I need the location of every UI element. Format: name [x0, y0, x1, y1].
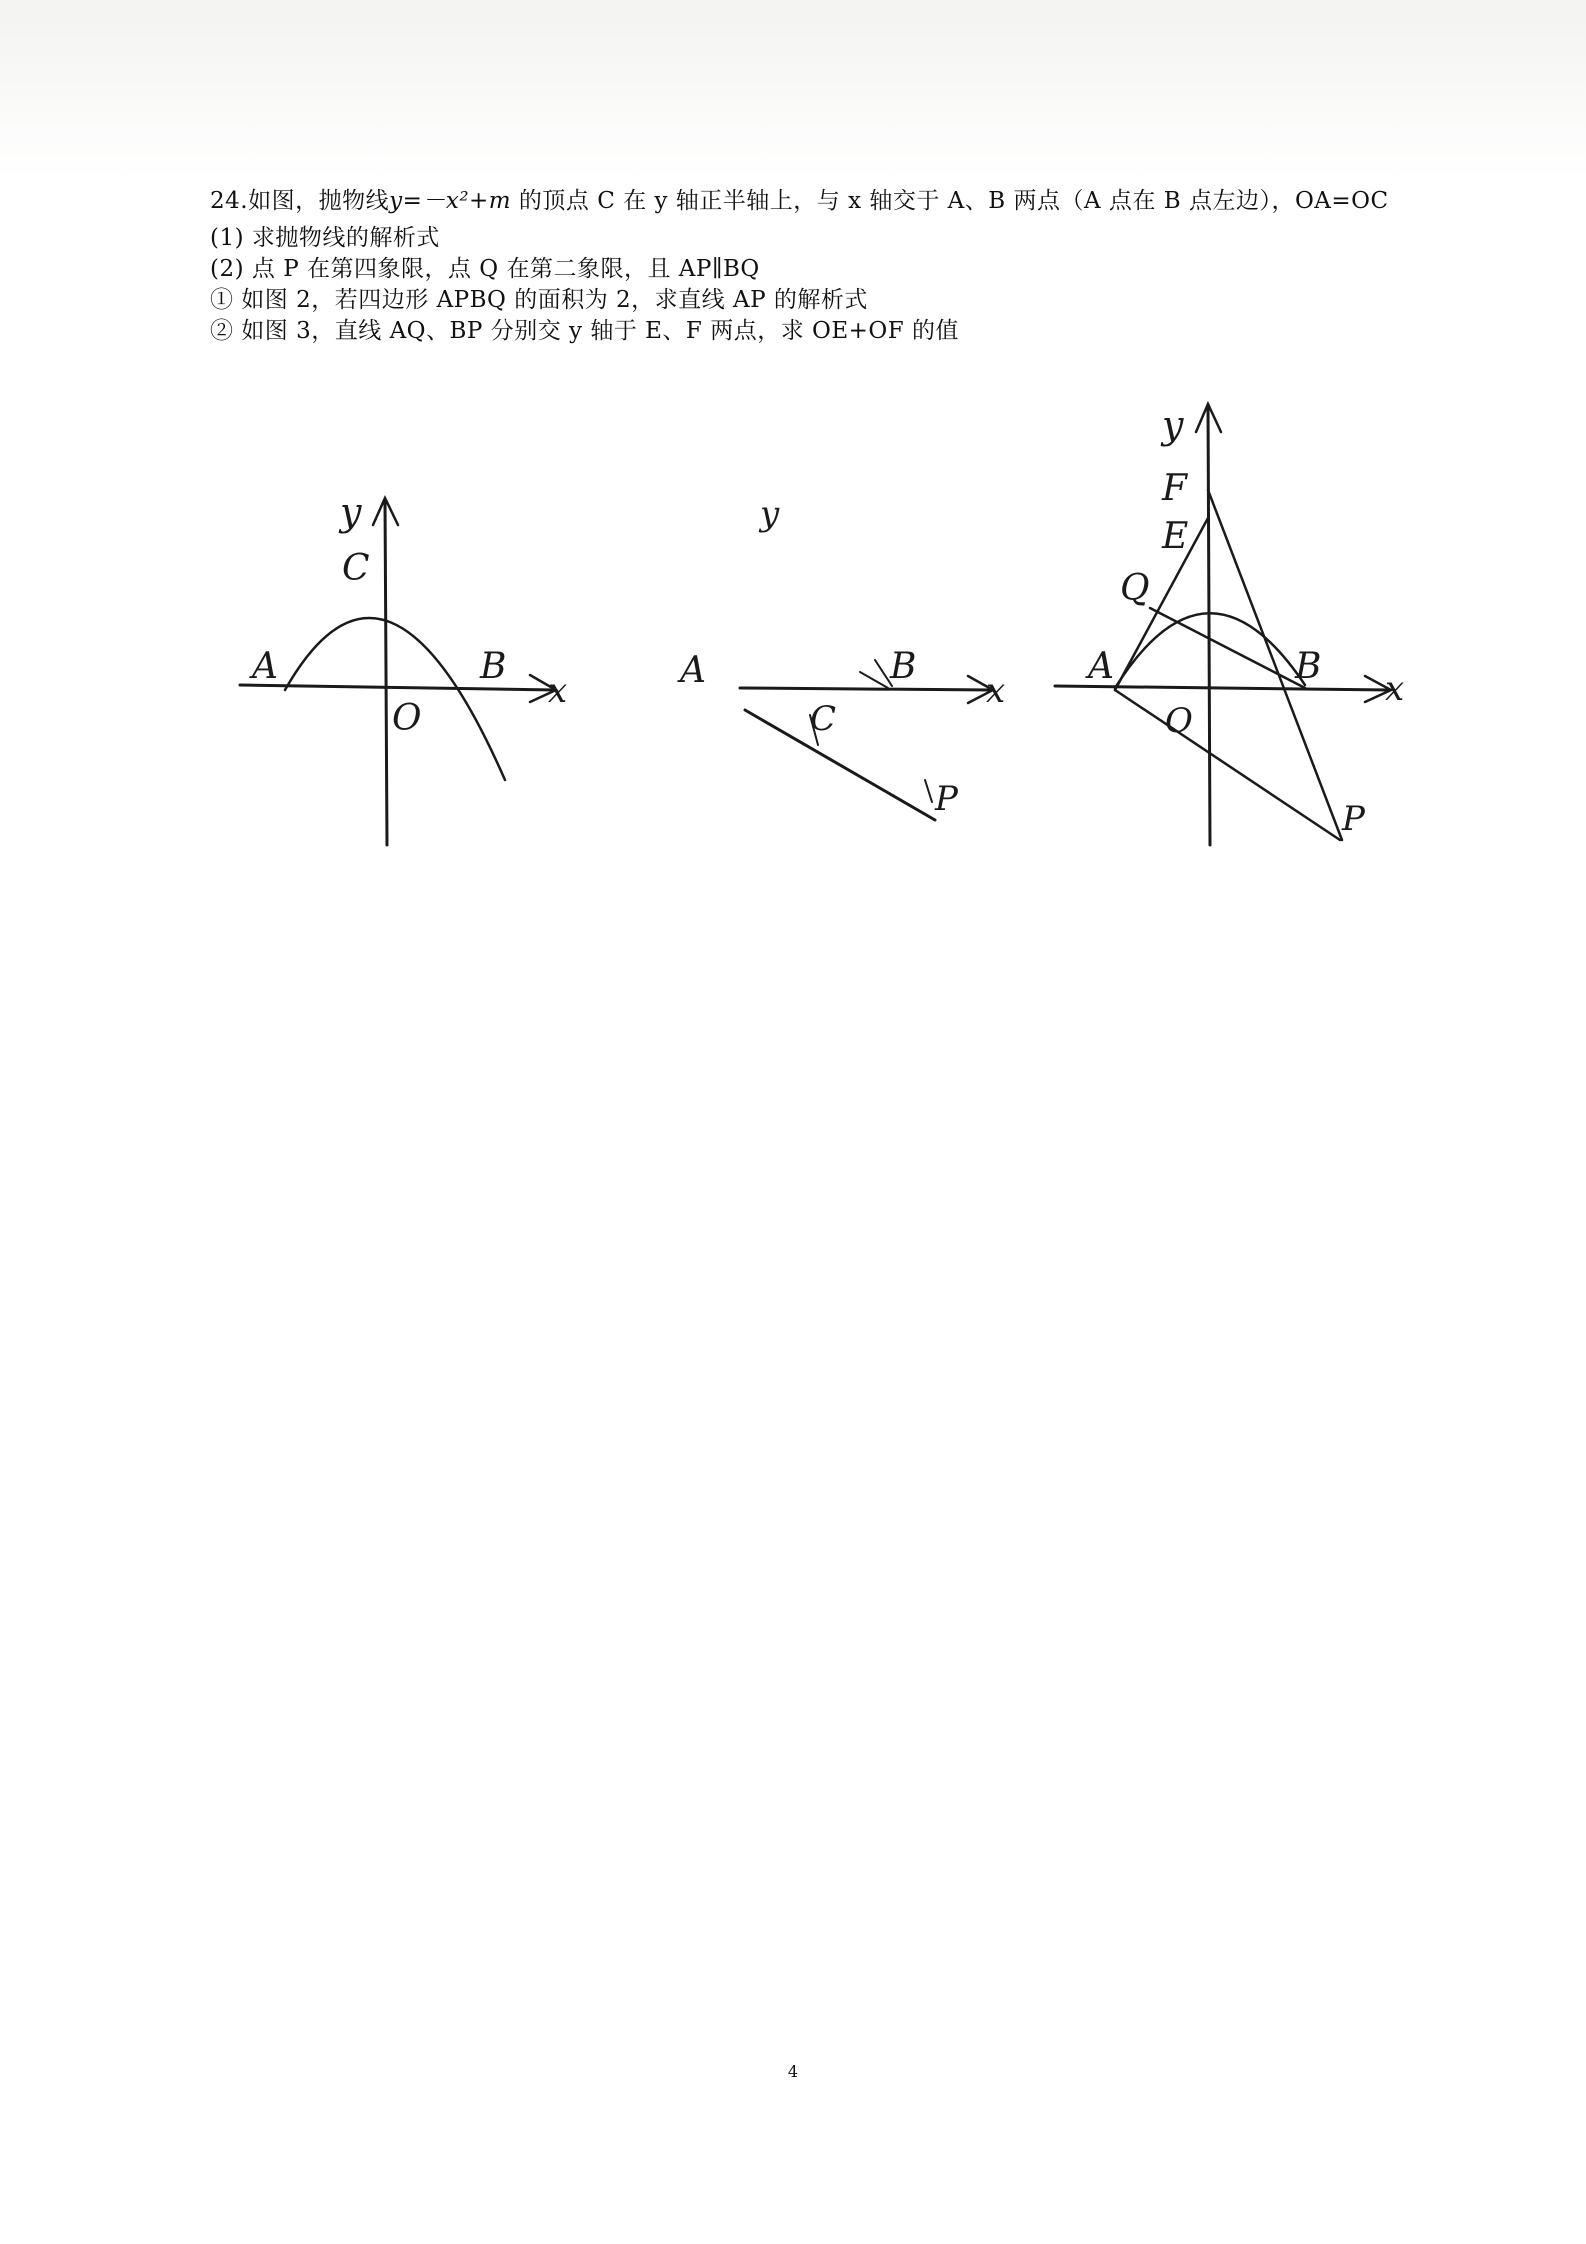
label-q: Q — [1120, 568, 1150, 609]
line-bp — [1208, 490, 1342, 840]
label-b: B — [480, 646, 507, 687]
label-p: P — [1342, 799, 1365, 839]
tick-near-p — [925, 780, 932, 802]
label-p: P — [935, 779, 958, 819]
figure-3 — [1050, 400, 1410, 860]
label-b: B — [890, 646, 917, 687]
label-y: y — [340, 490, 362, 534]
figure-1 — [230, 480, 570, 860]
problem-intro: 如图，抛物线 — [248, 188, 390, 214]
page-number: 4 — [787, 2062, 799, 2081]
label-o: O — [392, 698, 422, 739]
label-c: C — [342, 548, 370, 589]
question-part-2: (2) 点 P 在第四象限，点 Q 在第二象限，且 AP∥BQ — [210, 256, 760, 282]
label-e: E — [1162, 516, 1189, 557]
label-y: y — [760, 494, 780, 534]
parabola-equation: y=－x²+m — [389, 188, 512, 214]
y-axis — [1208, 405, 1210, 845]
label-a: A — [1088, 646, 1114, 687]
figure-2 — [670, 480, 1010, 860]
label-f: F — [1162, 468, 1187, 509]
label-x: x — [548, 671, 568, 711]
question-sub-2: ② 如图 3，直线 AQ、BP 分别交 y 轴于 E、F 两点，求 OE+OF 的值 — [210, 318, 960, 344]
question-sub-1: ① 如图 2，若四边形 APBQ 的面积为 2，求直线 AP 的解析式 — [210, 287, 868, 313]
problem-statement — [210, 186, 1410, 223]
label-x: x — [986, 671, 1006, 711]
label-b: B — [1295, 646, 1322, 687]
problem-intro-rest: 的顶点 C 在 y 轴正半轴上，与 x 轴交于 A、B 两点（A 点在 B 点左边），OA=OC — [511, 188, 1389, 214]
y-axis — [385, 500, 387, 845]
problem-number: 24. — [210, 188, 249, 214]
label-a: A — [680, 650, 706, 691]
problem-24 — [210, 186, 1410, 347]
label-c: C — [810, 699, 837, 739]
line-ap — [745, 710, 935, 820]
label-y: y — [1162, 403, 1184, 447]
label-o: O — [1165, 701, 1193, 741]
line-ap — [1115, 690, 1340, 840]
line-bq — [1150, 608, 1305, 688]
label-x: x — [1385, 669, 1405, 709]
x-axis — [740, 688, 992, 690]
question-part-1: (1) 求抛物线的解析式 — [210, 225, 440, 251]
label-a: A — [252, 646, 278, 687]
